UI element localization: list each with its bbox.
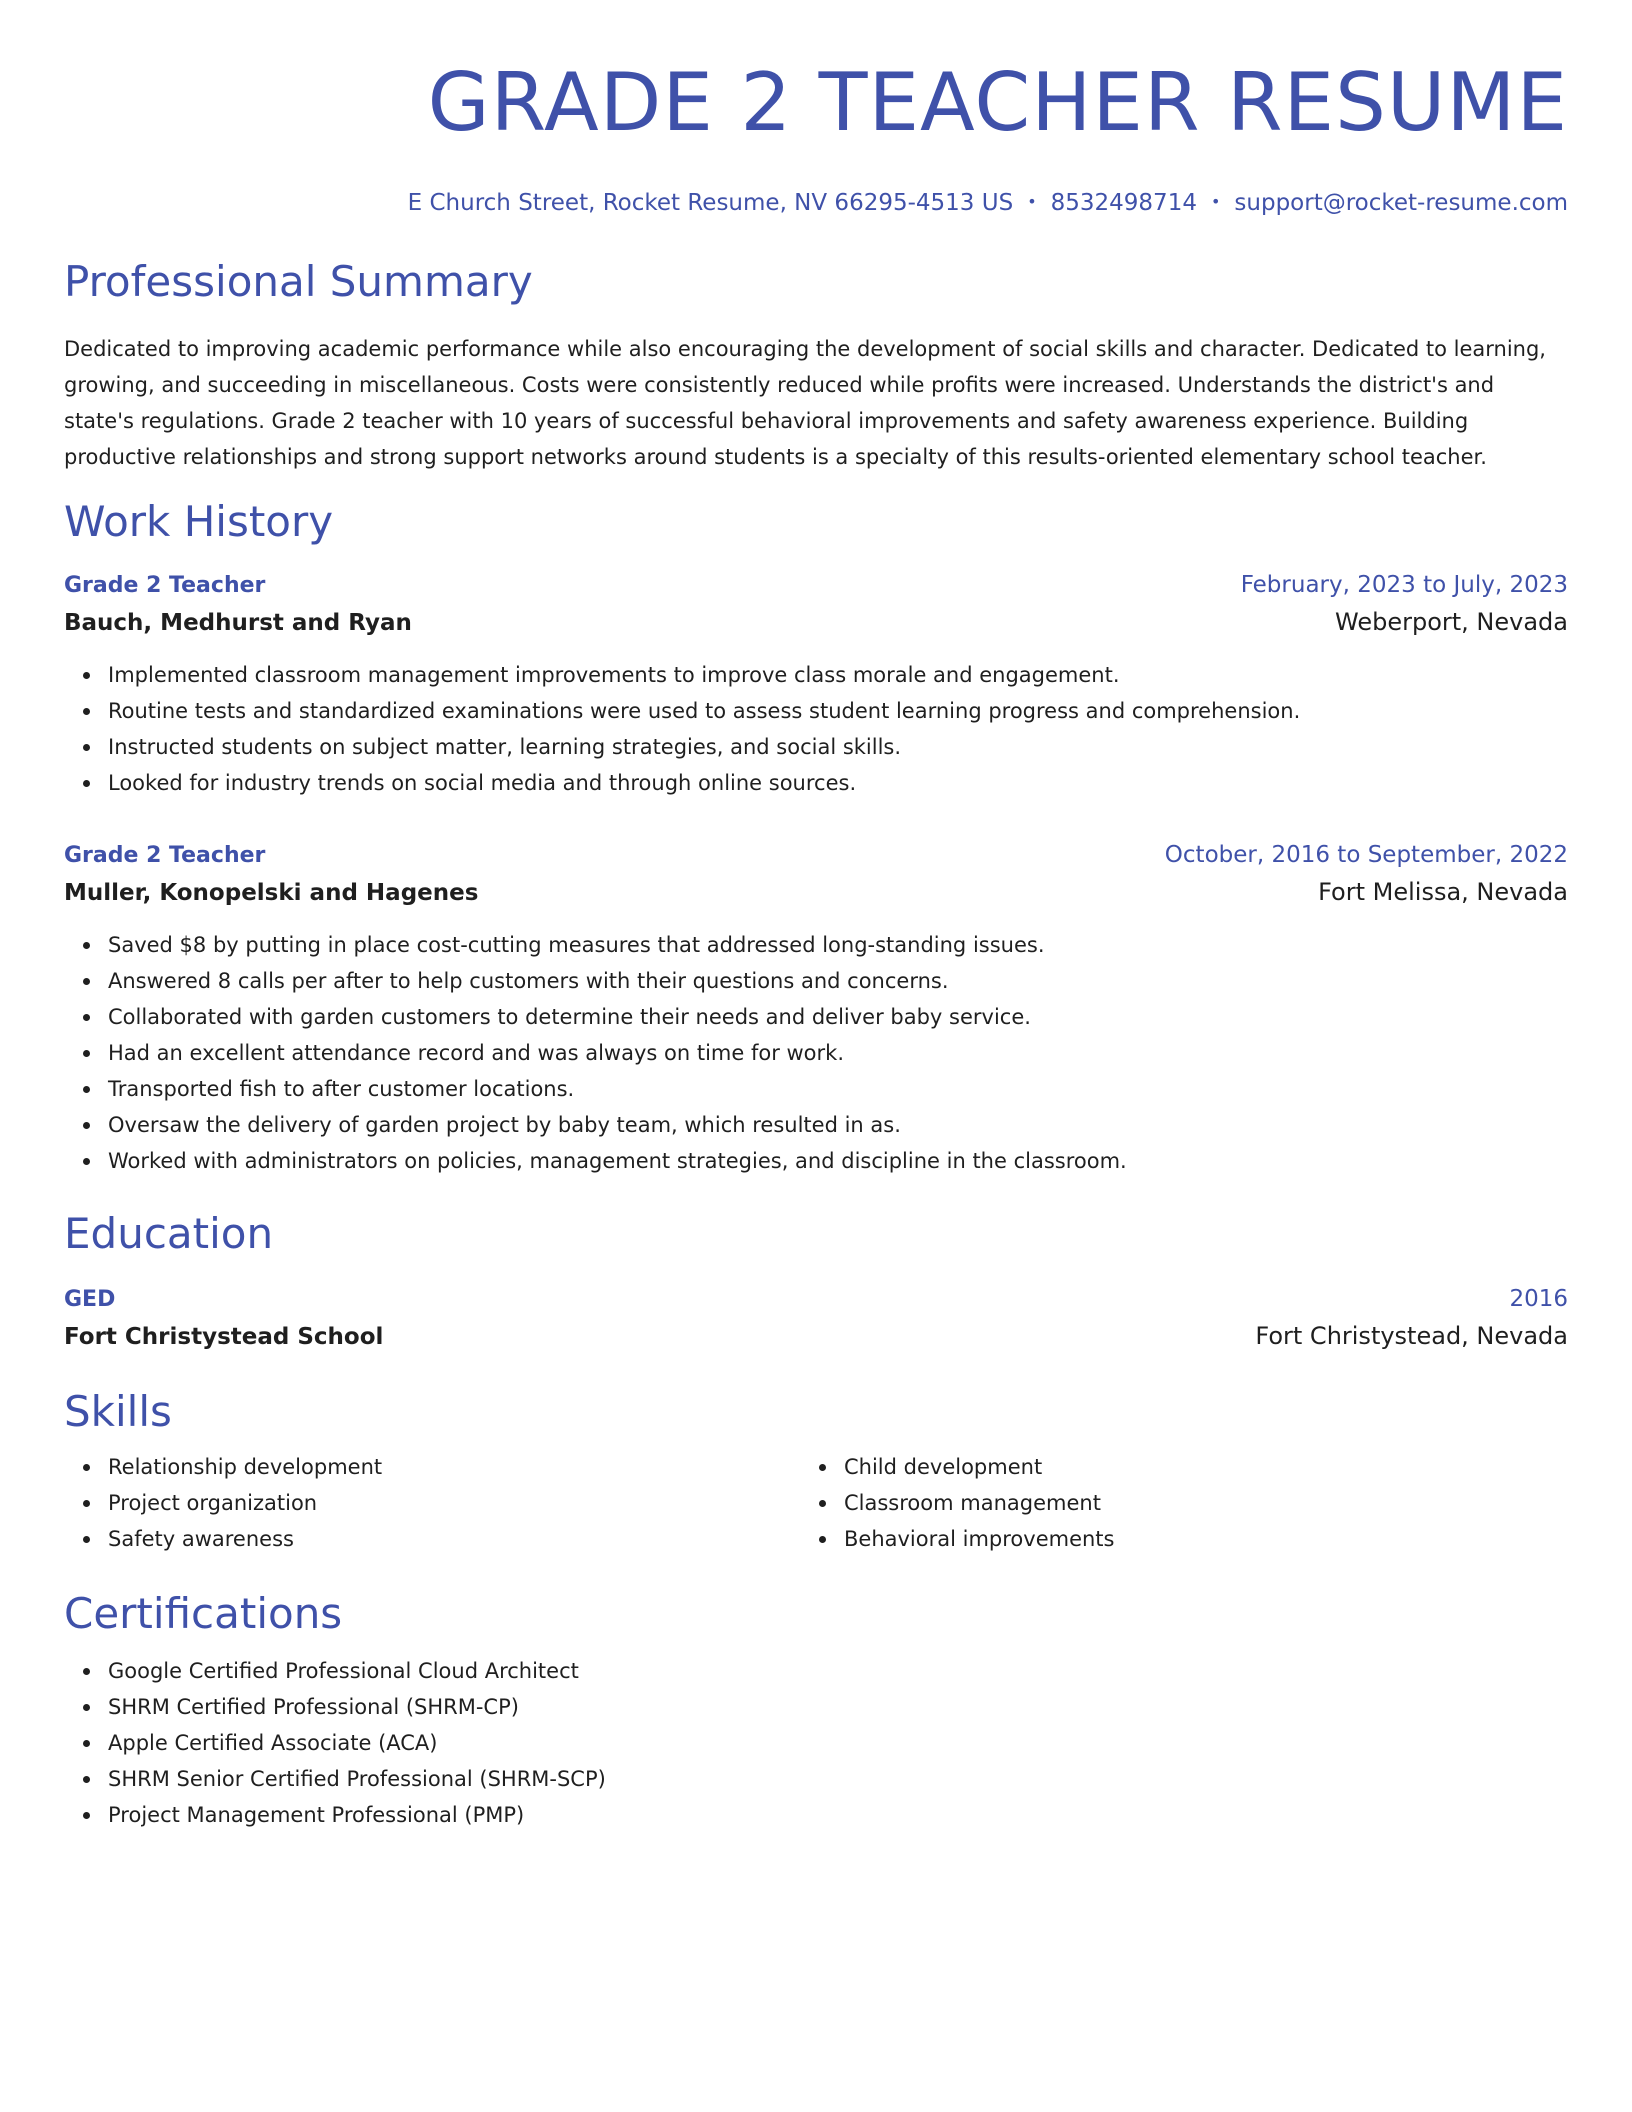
list-item: Behavioral improvements bbox=[844, 1521, 1568, 1557]
job-role: Grade 2 Teacher bbox=[64, 843, 266, 868]
list-item: Implemented classroom management improvements to improve class morale and engagement. bbox=[108, 657, 1568, 693]
education-header-row bbox=[64, 1283, 1568, 1316]
job-company-row bbox=[64, 602, 1568, 643]
list-item: Safety awareness bbox=[108, 1521, 800, 1557]
section-heading-skills: Skills bbox=[64, 1387, 172, 1436]
list-item: Project Management Professional (PMP) bbox=[108, 1797, 1568, 1833]
job-header-row bbox=[64, 569, 1568, 602]
education-entry bbox=[64, 1283, 1568, 1357]
list-item: Transported fish to after customer locations. bbox=[108, 1071, 1568, 1107]
education-degree: GED bbox=[64, 1287, 116, 1312]
education-school-row bbox=[64, 1316, 1568, 1357]
list-item: SHRM Senior Certified Professional (SHRM-SCP) bbox=[108, 1761, 1568, 1797]
list-item: Child development bbox=[844, 1449, 1568, 1485]
summary-text: Dedicated to improving academic performance while also encouraging the development of social skills and character. Dedicated to learning, growing, and succeeding in miscellaneous. Costs were consistently reduced while profits were increased. Understands the district's and state's regulations. Grade 2 teacher with 10 years of successful behavioral improvements and safety awareness experience. Building productive relationships and strong support networks around students is a specialty of this results-oriented elementary school teacher. bbox=[64, 337, 1546, 469]
job-company-row bbox=[64, 872, 1568, 913]
list-item: Had an excellent attendance record and was always on time for work. bbox=[108, 1035, 1568, 1071]
job-header-row bbox=[64, 839, 1568, 872]
contact-phone: 8532498714 bbox=[1050, 190, 1197, 216]
job-entry bbox=[64, 569, 1568, 801]
section-heading-summary: Professional Summary bbox=[64, 257, 533, 306]
list-item: Answered 8 calls per after to help customers with their questions and concerns. bbox=[108, 963, 1568, 999]
list-item: Routine tests and standardized examinations were used to assess student learning progress and comprehension. bbox=[108, 693, 1568, 729]
list-item: SHRM Certified Professional (SHRM-CP) bbox=[108, 1689, 1568, 1725]
list-item: Instructed students on subject matter, learning strategies, and social skills. bbox=[108, 729, 1568, 765]
skills-column-left bbox=[64, 1449, 800, 1557]
list-item: Collaborated with garden customers to determine their needs and deliver baby service. bbox=[108, 999, 1568, 1035]
list-item: Project organization bbox=[108, 1485, 800, 1521]
list-item: Oversaw the delivery of garden project by baby team, which resulted in as. bbox=[108, 1107, 1568, 1143]
list-item: Relationship development bbox=[108, 1449, 800, 1485]
certifications-list bbox=[64, 1653, 1568, 1833]
job-role: Grade 2 Teacher bbox=[64, 573, 266, 598]
skills-list-right bbox=[800, 1449, 1568, 1557]
contact-email[interactable]: support@rocket-resume.com bbox=[1234, 190, 1568, 216]
section-heading-certifications: Certifications bbox=[64, 1589, 343, 1638]
education-school: Fort Christystead School bbox=[64, 1324, 384, 1350]
list-item: Classroom management bbox=[844, 1485, 1568, 1521]
job-location: Weberport, Nevada bbox=[1335, 608, 1568, 636]
list-item: Looked for industry trends on social media and through online sources. bbox=[108, 765, 1568, 801]
job-location: Fort Melissa, Nevada bbox=[1318, 878, 1568, 906]
section-heading-work-history: Work History bbox=[64, 497, 334, 546]
resume-title: GRADE 2 TEACHER RESUME bbox=[427, 56, 1568, 149]
contact-address: E Church Street, Rocket Resume, NV 66295-4513 US bbox=[407, 190, 1014, 216]
skills-column-right bbox=[800, 1449, 1568, 1557]
education-location: Fort Christystead, Nevada bbox=[1255, 1322, 1568, 1350]
job-bullet-list bbox=[64, 927, 1568, 1179]
contact-line bbox=[64, 188, 1568, 217]
education-year: 2016 bbox=[1509, 1286, 1568, 1312]
list-item: Saved $8 by putting in place cost-cutting measures that addressed long-standing issues. bbox=[108, 927, 1568, 963]
contact-separator: • bbox=[1027, 192, 1037, 211]
list-item: Worked with administrators on policies, management strategies, and discipline in the classroom. bbox=[108, 1143, 1568, 1179]
job-entry bbox=[64, 839, 1568, 1179]
section-heading-education: Education bbox=[64, 1209, 274, 1258]
job-company: Muller, Konopelski and Hagenes bbox=[64, 880, 479, 906]
list-item: Apple Certified Associate (ACA) bbox=[108, 1725, 1568, 1761]
job-dates: February, 2023 to July, 2023 bbox=[1240, 572, 1568, 598]
job-dates: October, 2016 to September, 2022 bbox=[1164, 842, 1568, 868]
job-company: Bauch, Medhurst and Ryan bbox=[64, 610, 412, 636]
job-bullet-list bbox=[64, 657, 1568, 801]
list-item: Google Certified Professional Cloud Architect bbox=[108, 1653, 1568, 1689]
skills-list-left bbox=[64, 1449, 800, 1557]
contact-separator: • bbox=[1210, 192, 1221, 211]
skills-columns bbox=[64, 1449, 1568, 1557]
